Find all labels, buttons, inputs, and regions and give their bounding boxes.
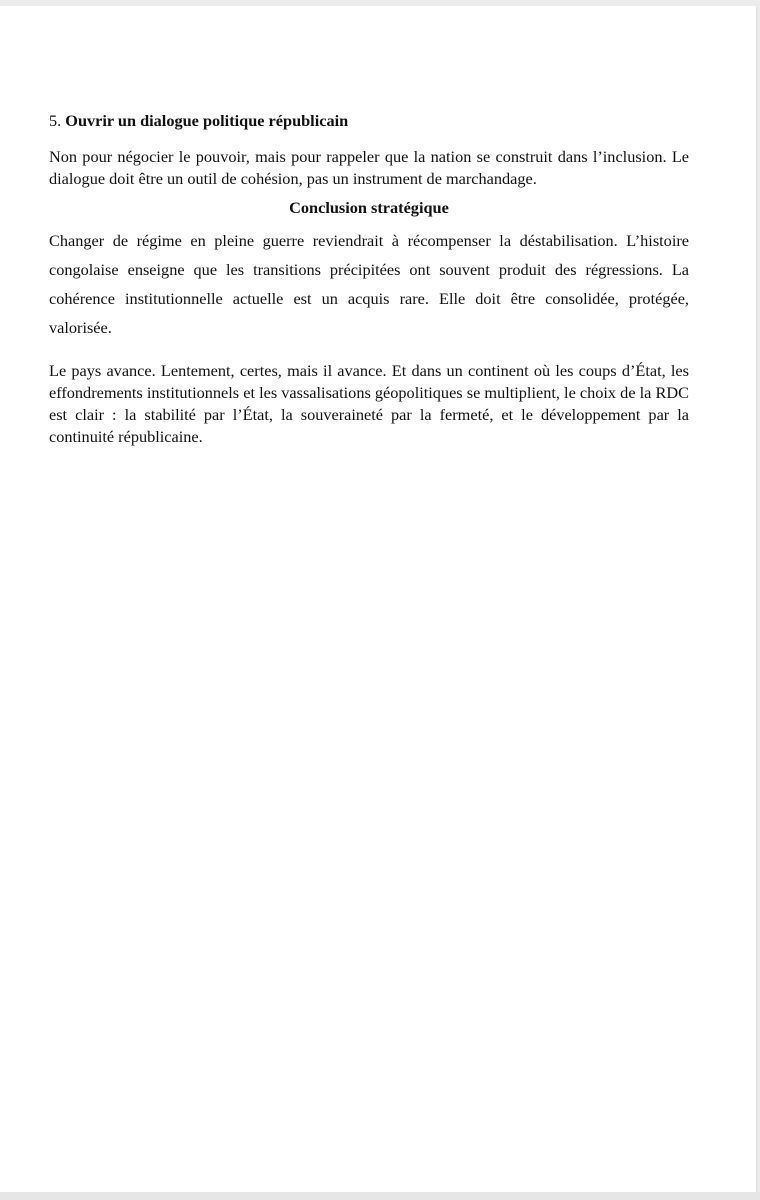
document-page: [0, 6, 756, 1192]
section-number: 5.: [49, 111, 62, 130]
document-content: [49, 110, 689, 448]
section-heading: [49, 110, 689, 132]
section-title: Ouvrir un dialogue politique républicain: [65, 111, 349, 130]
bottom-edge: [0, 1192, 760, 1200]
conclusion-title: Conclusion stratégique: [289, 198, 449, 217]
conclusion-paragraph-2: Le pays avance. Lentement, certes, mais il avance. Et dans un continent où les coups d’État, les effondrements institutionnels et les vassalisations géopolitiques se multiplient, le choix de la RDC est clair : la stabilité par l’État, la souveraineté par la fermeté, et le développement par la continuité républicaine.: [49, 361, 689, 446]
conclusion-paragraph-1: Changer de régime en pleine guerre reviendrait à récompenser la déstabilisation. L’histoire congolaise enseigne que les transitions précipitées ont souvent produit des régressions. La cohérence institutionnelle actuelle est un acquis rare. Elle doit être consolidée, protégée, valorisée.: [49, 231, 689, 337]
section-paragraph: Non pour négocier le pouvoir, mais pour rappeler que la nation se construit dans l’inclusion. Le dialogue doit être un outil de cohésion, pas un instrument de marchandage.: [49, 147, 689, 188]
